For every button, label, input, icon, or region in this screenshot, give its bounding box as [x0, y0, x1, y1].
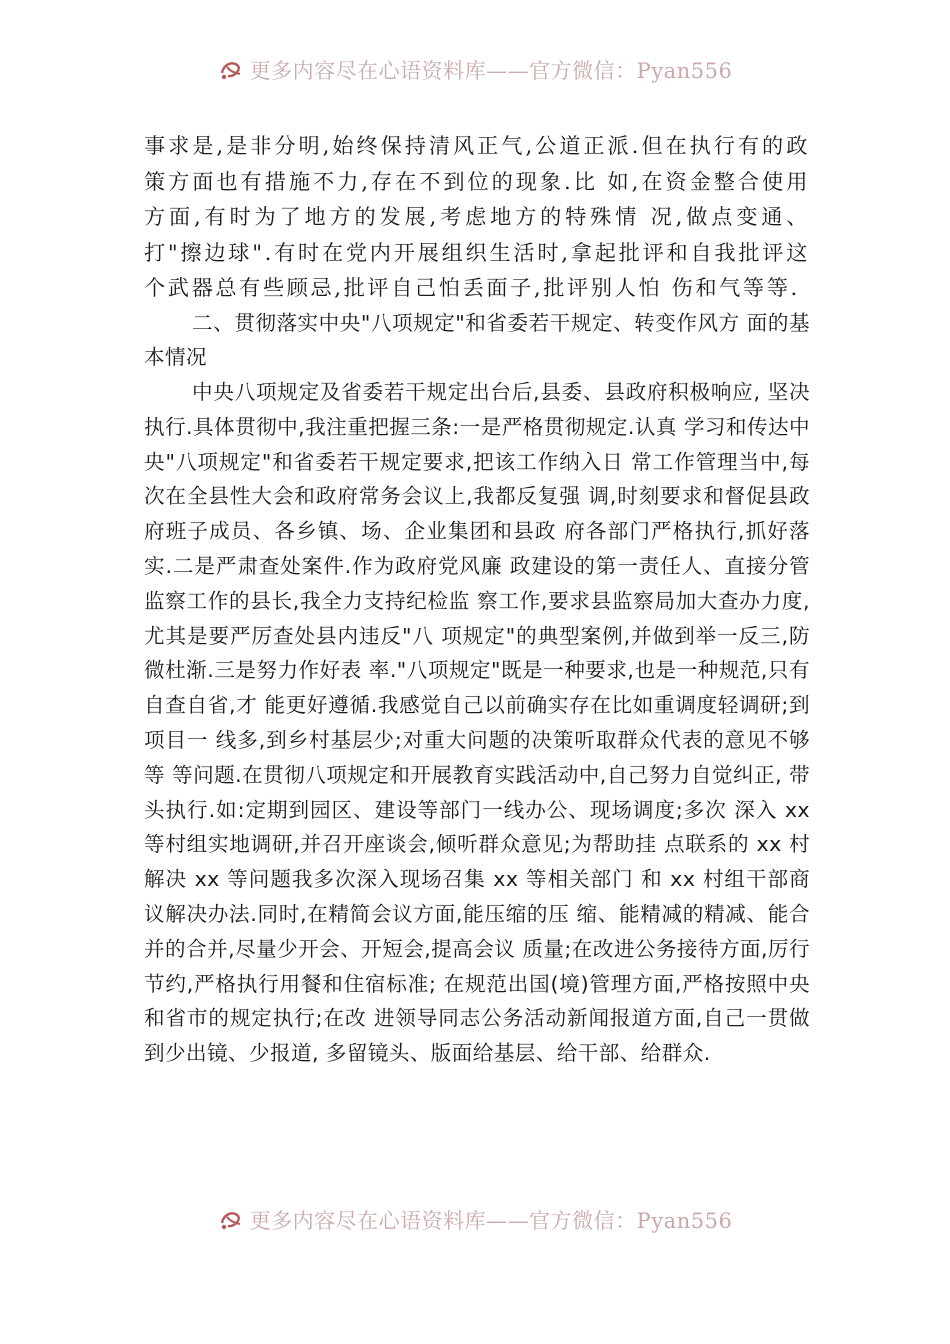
- header-watermark-text: 更多内容尽在心语资料库——官方微信：Pyan556: [249, 59, 733, 83]
- section-heading-2: 二、贯彻落实中央"八项规定"和省委若干规定、转变作风方 面的基本情况: [144, 310, 810, 370]
- footer-watermark: [0, 1206, 950, 1234]
- paragraph-2: 中央八项规定及省委若干规定出台后,县委、县政府积极响应, 坚决执行.具体贯彻中,我注重把握三条:一是严格贯彻规定.认真 学习和传达中央"八项规定"和省委若干规定要求,把该工作纳入日 常工作管理当中,每次在全县性大会和政府常务会议上,我都反复强 调,时刻要求和督促县政府班子成员、各乡镇、场、企业集团和县政 府各部门严格执行,抓好落实.二是严肃查处案件.作为政府党风廉 政建设的第一责任人、直接分管监察工作的县长,我全力支持纪检监 察工作,要求县监察局加大查办力度,尤其是要严厉查处县内违反"八 项规定"的典型案例,并做到举一反三,防微杜渐.三是努力作好表 率."八项规定"既是一种要求,也是一种规范,只有自查自省,才 能更好遵循.我感觉自己以前确实存在比如重调度轻调研;到项目一 线多,到乡村基层少;对重大问题的决策听取群众代表的意见不够等 等问题.在贯彻八项规定和开展教育实践活动中,自己努力自觉纠正, 带头执行.如:定期到园区、建设等部门一线办公、现场调度;多次 深入 xx 等村组实地调研,并召开座谈会,倾听群众意见;为帮助挂 点联系的 xx 村解决 xx 等问题我多次深入现场召集 xx 等相关部门 和 xx 村组干部商议解决办法.同时,在精简会议方面,能压缩的压 缩、能精减的精减、能合并的合并,尽量少开会、开短会,提高会议 质量;在改进公务接待方面,厉行节约,严格执行用餐和住宿标准; 在规范出国(境)管理方面,严格按照中央和省市的规定执行;在改 进领导同志公务活动新闻报道方面,自己一贯做到少出镜、少报道, 多留镜头、版面给基层、给干部、给群众.: [144, 380, 810, 1066]
- document-body: [144, 128, 810, 1071]
- header-watermark: [0, 56, 950, 84]
- brand-logo-icon: [218, 1209, 244, 1231]
- paragraph-1: 事求是,是非分明,始终保持清风正气,公道正派.但在执行有的政策方面也有措施不力,存在不到位的现象.比 如,在资金整合使用方面,有时为了地方的发展,考虑地方的特殊情 况,做点变通、打"擦边球".有时在党内开展组织生活时,拿起批评和自我批评这个武器总有些顾忌,批评自己怕丢面子,批评别人怕 伤和气等等.: [144, 133, 810, 300]
- brand-logo-icon: [218, 59, 244, 81]
- footer-watermark-text: 更多内容尽在心语资料库——官方微信：Pyan556: [249, 1209, 733, 1233]
